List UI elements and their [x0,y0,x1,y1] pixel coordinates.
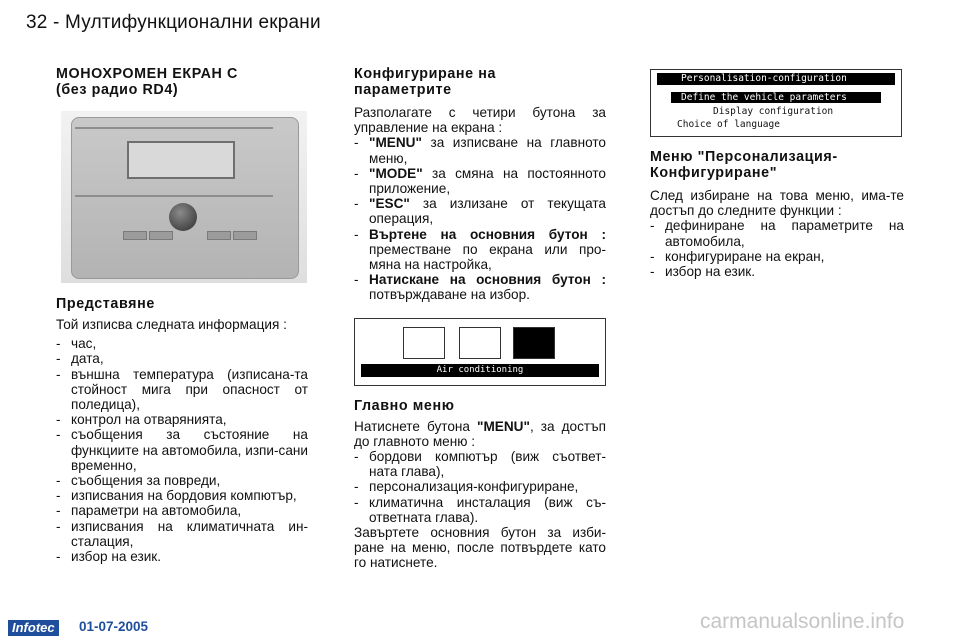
list-item: - Натискане на основния бутон : потвърждаване на избор. [354,272,606,302]
list-item: - съобщения за повреди, [56,473,308,488]
column-personalisation [650,66,904,279]
section-heading: Конфигуриране на параметрите [354,66,497,98]
list-item: - бордови компютър (виж съответ-ната глава), [354,449,606,479]
watermark: carmanualsonline.info [700,610,905,633]
main-menu-heading: Главно меню [354,397,455,414]
personalisation-list [650,218,904,279]
display-screen-image [127,141,235,179]
infotec-logo: Infotec [8,620,59,636]
section-heading: МОНОХРОМЕН ЕКРАН С (без радио RD4) [56,66,238,98]
main-menu-intro: Натиснете бутона "MENU", за достъп до главното меню : [354,418,606,449]
list-item: - конфигуриране на екран, [650,249,904,264]
list-item: - дефиниране на параметрите на автомобила, [650,218,904,248]
list-item: - съобщения за състояние на функциите на автомобила, изпи-сани временно, [56,427,308,473]
list-item: - параметри на автомобила, [56,503,308,518]
info-list [56,336,308,564]
intro-text: Той изписва следната информация : [56,317,287,332]
screen-title: Personalisation-configuration [657,73,895,85]
list-item: - дата, [56,351,308,366]
main-knob-image [169,203,197,231]
list-item: - избор на език. [650,264,904,279]
list-item: - изписвания на климатичната ин-сталация, [56,519,308,549]
list-item: - персонализация-конфигуриране, [354,479,606,494]
config-intro: Разполагате с четири бутона за управление на екрана : [354,105,606,136]
main-menu-list [354,449,606,525]
list-item: - "ESC" за излизане от текущата операция, [354,196,606,226]
personalisation-intro: След избиране на това меню, има-те достъп до следните функции : [650,188,904,219]
page-number: 32 [26,12,48,33]
main-menu-outro: Завъртете основния бутон за изби-ране на меню, после потвърдете като го натиснете. [354,525,606,571]
intro-heading: Представяне [56,296,155,312]
list-item: - час, [56,336,308,351]
personalisation-icon [459,327,501,359]
column-configuration [354,66,606,571]
button-list [354,135,606,302]
footer-date: 01-07-2005 [79,619,149,634]
screen-row: Choice of language [677,119,780,130]
list-item: - "MENU" за изписване на главното меню, [354,135,606,165]
list-item: - външна температура (изписана-та стойност мига при опасност от поледица), [56,367,308,413]
main-menu-screen-image [354,318,606,386]
air-conditioning-icon [513,327,555,359]
list-item: - климатична инсталация (виж съ-ответната глава). [354,495,606,525]
personalisation-screen-image [650,69,902,137]
list-item: - изписвания на бордовия компютър, [56,488,308,503]
list-item: - контрол на отварянията, [56,412,308,427]
dashboard-photo [61,111,307,283]
list-item: - избор на език. [56,549,308,564]
screen-row: Display configuration [713,106,834,117]
list-item: - Въртене на основния бутон : преместване по екрана или про-мяна на настройка, [354,227,606,273]
screen-label: Air conditioning [361,364,599,377]
list-item: - "MODE" за смяна на постоянното приложение, [354,166,606,196]
column-monochrome-screen [56,66,308,564]
page-title: Мултифункционални екрани [65,12,321,33]
trip-computer-icon [403,327,445,359]
section-heading: Меню "Персонализация- Конфигуриране" [650,149,838,181]
screen-row: Define the vehicle parameters [671,92,881,103]
page-header: 32 - Мултифункционални екрани [26,12,321,33]
